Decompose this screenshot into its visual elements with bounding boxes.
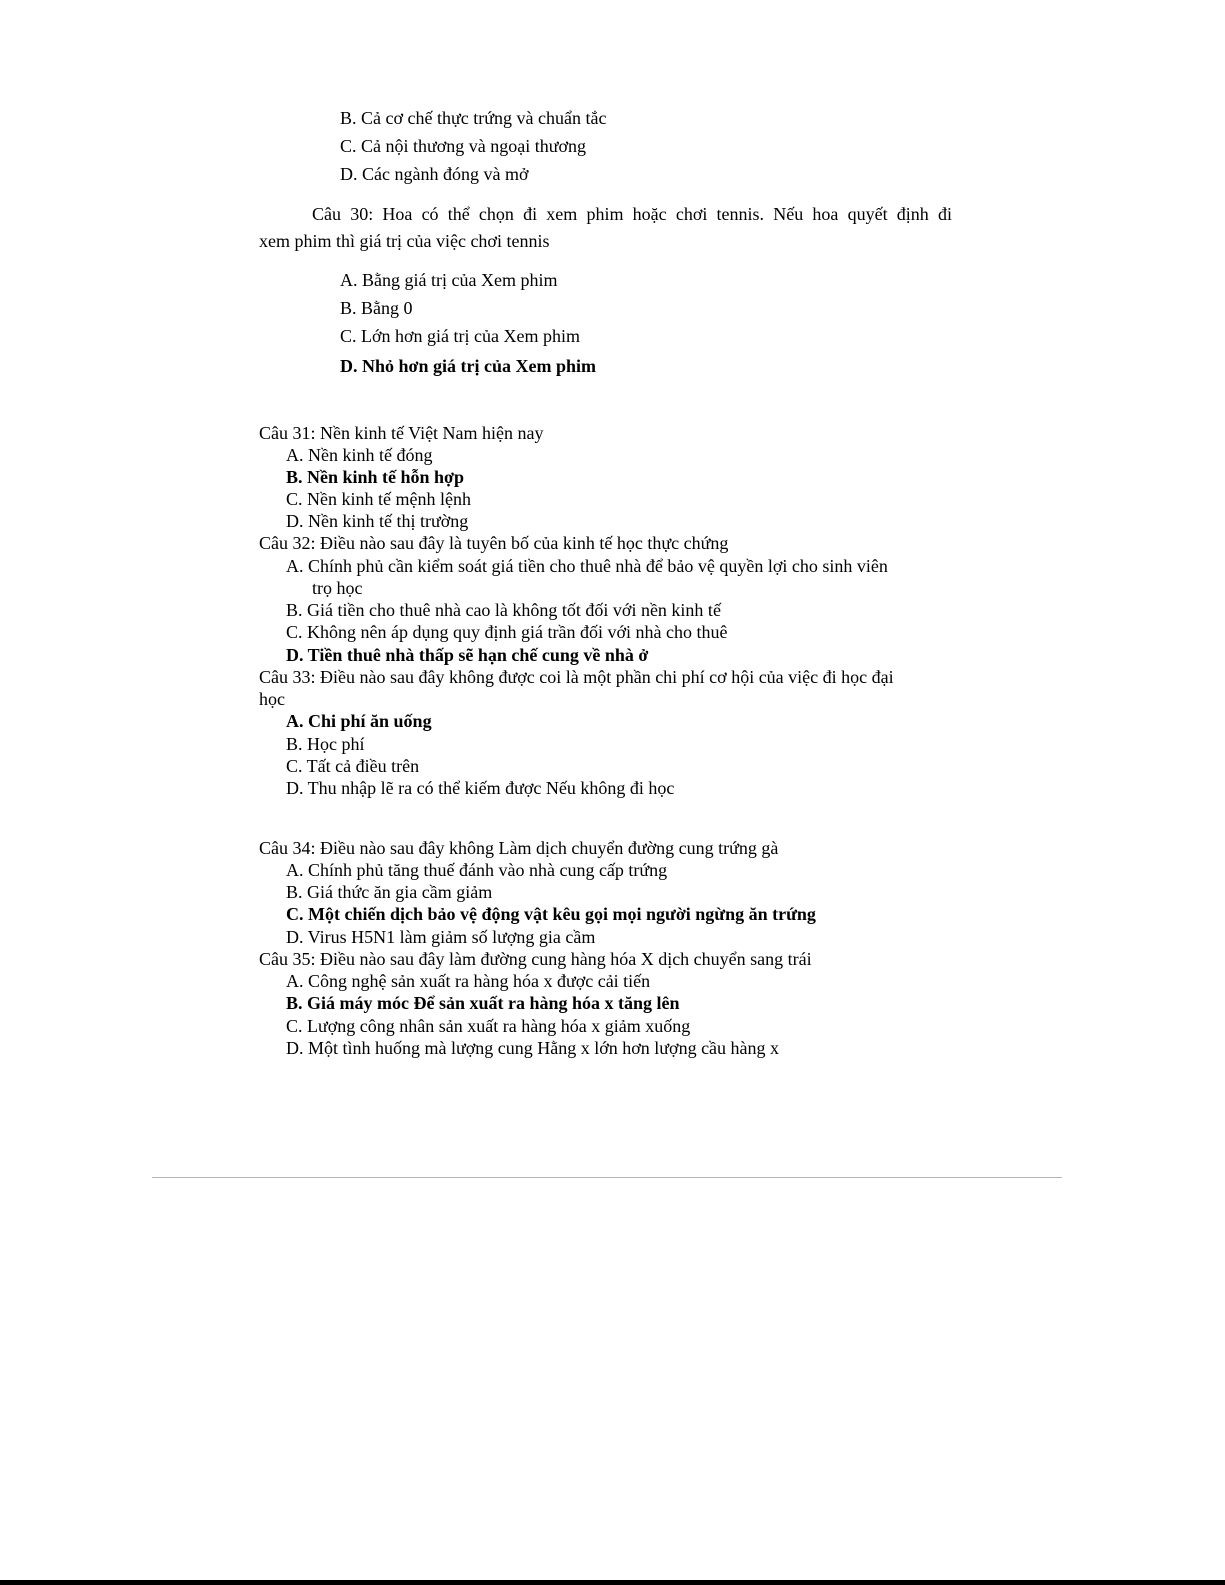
q31-option-a: A. Nền kinh tế đóng bbox=[286, 445, 433, 465]
page-separator-rule bbox=[152, 1177, 1062, 1178]
q32-option-a-line1: A. Chính phủ cần kiểm soát giá tiền cho thuê nhà để bảo vệ quyền lợi cho sinh viên bbox=[286, 556, 888, 576]
q30-question-line1: Câu 30: Hoa có thể chọn đi xem phim hoặc chơi tennis. Nếu hoa quyết định đi bbox=[312, 204, 952, 224]
q32-option-a-line2: trọ học bbox=[312, 578, 363, 598]
q35-option-b-answer: B. Giá máy móc Để sản xuất ra hàng hóa x tăng lên bbox=[286, 993, 680, 1013]
q33-question-line2: học bbox=[259, 689, 285, 709]
q35-option-d: D. Một tình huống mà lượng cung Hằng x lớn hơn lượng cầu hàng x bbox=[286, 1038, 780, 1058]
q32-option-d-answer: D. Tiền thuê nhà thấp sẽ hạn chế cung về nhà ở bbox=[286, 645, 649, 665]
q29-option-b: B. Cả cơ chế thực trứng và chuẩn tắc bbox=[340, 108, 607, 128]
q31-option-b-answer: B. Nền kinh tế hỗn hợp bbox=[286, 467, 465, 487]
q34-option-d: D. Virus H5N1 làm giảm số lượng gia cầm bbox=[286, 927, 596, 947]
q33-option-b: B. Học phí bbox=[286, 734, 365, 754]
q31-option-c: C. Nền kinh tế mệnh lệnh bbox=[286, 489, 471, 509]
q33-option-c: C. Tất cả điều trên bbox=[286, 756, 420, 776]
q33-option-d: D. Thu nhập lẽ ra có thể kiếm được Nếu không đi học bbox=[286, 778, 675, 798]
q32-question: Câu 32: Điều nào sau đây là tuyên bố của kinh tế học thực chứng bbox=[259, 533, 729, 553]
q30-option-b: B. Bằng 0 bbox=[340, 298, 413, 318]
q34-option-a: A. Chính phủ tăng thuế đánh vào nhà cung cấp trứng bbox=[286, 860, 668, 880]
q31-question: Câu 31: Nền kinh tế Việt Nam hiện nay bbox=[259, 423, 544, 443]
q30-question-line2: xem phim thì giá trị của việc chơi tennis bbox=[259, 231, 550, 251]
q32-option-b: B. Giá tiền cho thuê nhà cao là không tốt đối với nền kinh tế bbox=[286, 600, 721, 620]
q29-option-d: D. Các ngành đóng và mở bbox=[340, 164, 529, 184]
q34-option-b: B. Giá thức ăn gia cầm giảm bbox=[286, 882, 493, 902]
q34-question: Câu 34: Điều nào sau đây không Làm dịch chuyển đường cung trứng gà bbox=[259, 838, 779, 858]
bottom-edge-bar bbox=[0, 1580, 1225, 1585]
q32-option-c: C. Không nên áp dụng quy định giá trần đối với nhà cho thuê bbox=[286, 622, 728, 642]
q31-option-d: D. Nền kinh tế thị trường bbox=[286, 511, 469, 531]
q35-option-c: C. Lượng công nhân sản xuất ra hàng hóa x giảm xuống bbox=[286, 1016, 691, 1036]
q35-question: Câu 35: Điều nào sau đây làm đường cung hàng hóa X dịch chuyển sang trái bbox=[259, 949, 812, 969]
q30-option-d-answer: D. Nhỏ hơn giá trị của Xem phim bbox=[340, 356, 596, 376]
q33-question-line1: Câu 33: Điều nào sau đây không được coi là một phần chi phí cơ hội của việc đi học đại bbox=[259, 667, 894, 687]
q35-option-a: A. Công nghệ sản xuất ra hàng hóa x được cải tiến bbox=[286, 971, 651, 991]
q30-option-a: A. Bằng giá trị của Xem phim bbox=[340, 270, 558, 290]
q33-option-a-answer: A. Chi phí ăn uống bbox=[286, 711, 432, 731]
q29-option-c: C. Cả nội thương và ngoại thương bbox=[340, 136, 587, 156]
q30-option-c: C. Lớn hơn giá trị của Xem phim bbox=[340, 326, 580, 346]
q34-option-c-answer: C. Một chiến dịch bảo vệ động vật kêu gọi mọi người ngừng ăn trứng bbox=[286, 904, 816, 924]
